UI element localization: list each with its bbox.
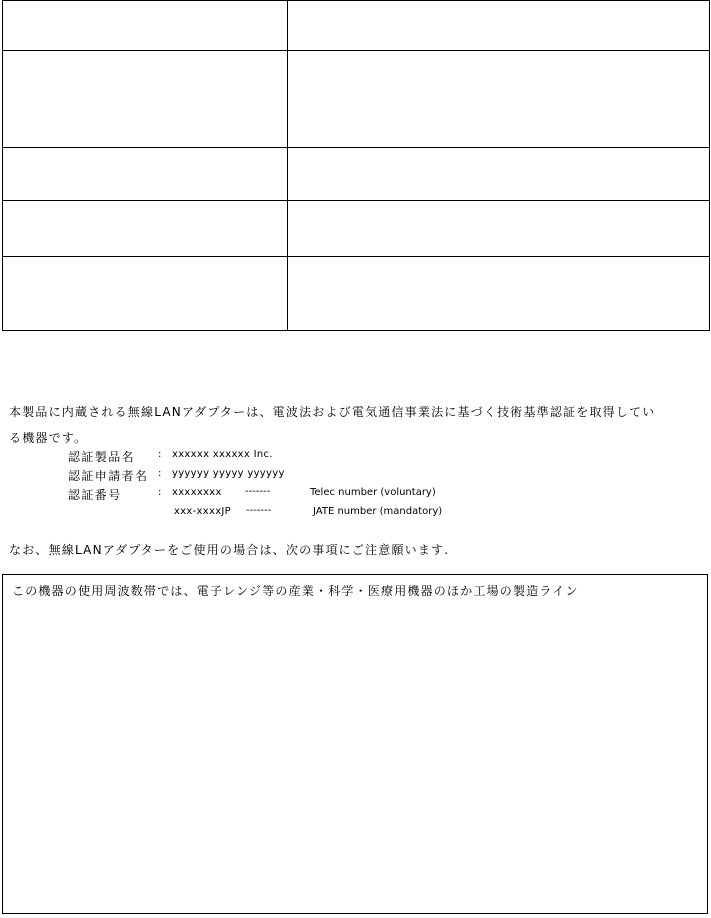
applicant-label: 認証申請者名 bbox=[68, 469, 149, 483]
table-row bbox=[3, 148, 710, 201]
table-cell bbox=[3, 201, 288, 257]
spec-table bbox=[2, 0, 710, 331]
cert-number-label: 認証番号 bbox=[68, 488, 122, 502]
jate-number-value: xxx-xxxxJP bbox=[174, 506, 232, 517]
table-row bbox=[3, 257, 710, 331]
table-row bbox=[3, 1, 710, 51]
table-cell bbox=[288, 148, 710, 201]
table-cell bbox=[288, 257, 710, 331]
caution-text: この機器の使用周波数帯では、電子レンジ等の産業・科学・医療用機器のほか工場の製造ライン bbox=[12, 584, 579, 598]
product-name-value: xxxxxx xxxxxx Inc. bbox=[172, 449, 273, 460]
table-cell bbox=[288, 201, 710, 257]
product-name-label: 認証製品名 bbox=[68, 450, 136, 464]
table-cell bbox=[288, 51, 710, 148]
table-cell bbox=[3, 51, 288, 148]
telec-number-value: xxxxxxxx bbox=[172, 487, 222, 498]
telec-note: Telec number (voluntary) bbox=[310, 487, 436, 498]
table-cell bbox=[3, 257, 288, 331]
applicant-colon: : bbox=[158, 468, 162, 479]
usage-notice: なお、無線LANアダプターをご使用の場合は、次の事項にご注意願います. bbox=[9, 543, 450, 557]
intro-paragraph-line-1: 本製品に内蔵される無線LANアダプターは、電波法および電気通信事業法に基づく技術基準認証を取得してい bbox=[9, 405, 656, 419]
product-name-colon: : bbox=[158, 449, 162, 460]
cert-number-colon: : bbox=[158, 487, 162, 498]
table-cell bbox=[3, 1, 288, 51]
table-cell bbox=[288, 1, 710, 51]
applicant-value: yyyyyy yyyyy yyyyyy bbox=[172, 468, 285, 479]
jate-note: JATE number (mandatory) bbox=[313, 506, 443, 517]
table-row bbox=[3, 51, 710, 148]
table-cell bbox=[3, 148, 288, 201]
table-row bbox=[3, 201, 710, 257]
jate-dash: ------- bbox=[246, 505, 272, 516]
telec-dash: ------- bbox=[245, 486, 271, 497]
intro-paragraph-line-2: る機器です。 bbox=[9, 431, 88, 445]
caution-box bbox=[2, 574, 708, 914]
